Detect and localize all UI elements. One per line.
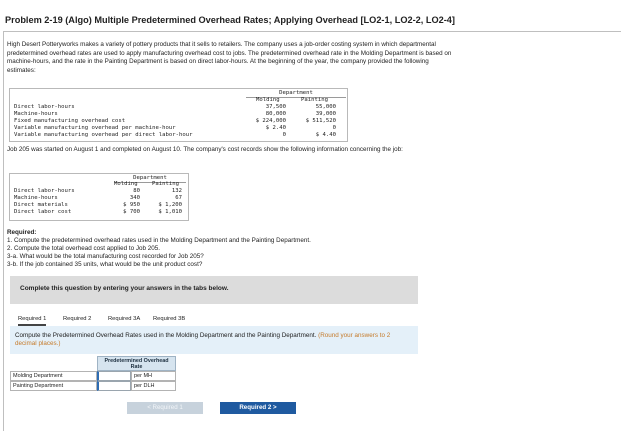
- tab-required-2[interactable]: Required 2: [63, 316, 92, 322]
- estimates-row-painting: $ 4.40: [315, 132, 336, 138]
- answer-table: [10, 356, 176, 394]
- job-row-molding: $ 700: [123, 209, 140, 215]
- problem-intro: High Desert Potteryworks makes a variety of pottery products that it sells to retailers. The company uses a job-order costing system in which departmental predetermined overhead rates are used to apply manufacturing overhead cost to jobs. The predetermined overhead rate in the Molding Department is based on machine-hours, and the rate in the Painting Department is based on direct labor-hours. At the beginning of the year, the company provided the following estimates:: [7, 41, 452, 75]
- title-divider: [3, 31, 621, 32]
- instructions-text: Complete this question by entering your answers in the tabs below.: [20, 285, 229, 292]
- left-border: [3, 31, 4, 431]
- estimates-row-molding: 37,500: [265, 104, 286, 110]
- estimates-group-header: Department: [279, 90, 313, 96]
- required-item: 3-b. If the job contained 35 units, what would be the unit product cost?: [7, 261, 203, 268]
- estimates-col-painting: Painting: [301, 97, 328, 103]
- answer-table-header: Predetermined Overhead Rate: [97, 356, 176, 371]
- required-heading: Required:: [7, 229, 37, 236]
- tab-required-1[interactable]: Required 1: [18, 312, 46, 326]
- estimates-col-molding: Molding: [256, 97, 280, 103]
- job-row-label: Direct labor-hours: [14, 188, 75, 194]
- job-row-label: Direct materials: [14, 202, 68, 208]
- estimates-row-painting: 55,000: [315, 104, 336, 110]
- job-table: [9, 173, 189, 221]
- required-item: 2. Compute the total overhead cost applied to Job 205.: [7, 245, 160, 252]
- instruction-panel: [10, 326, 418, 354]
- problem-title: Problem 2-19 (Algo) Multiple Predetermined Overhead Rates; Applying Overhead [LO2-1, LO2-2, LO2-4]: [5, 15, 455, 25]
- job-row-label: Machine-hours: [14, 195, 58, 201]
- answer-row-unit: per MH: [131, 371, 176, 381]
- estimates-row-label: Fixed manufacturing overhead cost: [14, 118, 126, 124]
- estimates-row-molding: $ 2.40: [265, 125, 286, 131]
- job-col-molding: Molding: [114, 181, 138, 187]
- job-row-molding: 80: [133, 188, 140, 194]
- job-row-painting: 132: [171, 188, 182, 194]
- estimates-table: [9, 88, 348, 142]
- estimates-row-painting: $ 511,520: [305, 118, 336, 124]
- instructions-banner: [10, 276, 418, 304]
- job-row-painting: 67: [175, 195, 182, 201]
- job-row-molding: $ 950: [123, 202, 140, 208]
- job-row-molding: 340: [129, 195, 140, 201]
- estimates-row-label: Machine-hours: [14, 111, 58, 117]
- required-section: [7, 229, 311, 269]
- estimates-row-label: Variable manufacturing overhead per direct labor-hour: [14, 132, 193, 138]
- job-group-header: Department: [133, 175, 167, 181]
- estimates-row-molding: 80,000: [265, 111, 286, 117]
- job-row-painting: $ 1,010: [158, 209, 182, 215]
- estimates-row-molding: 0: [282, 132, 286, 138]
- job-row-label: Direct labor cost: [14, 209, 72, 215]
- instruction-note: (Round your answers to 2 decimal places.): [15, 332, 391, 347]
- previous-tab-button[interactable]: < Required 1: [127, 402, 203, 414]
- instruction-main: Compute the Predetermined Overhead Rates used in the Molding Department and the Painting Department.: [15, 332, 317, 339]
- estimates-row-painting: 0: [332, 125, 336, 131]
- estimates-row-label: Direct labor-hours: [14, 104, 75, 110]
- job-row-painting: $ 1,200: [158, 202, 182, 208]
- job-description: Job 205 was started on August 1 and completed on August 10. The company's cost records show the following information concerning the job:: [7, 146, 403, 153]
- job-col-painting: Painting: [152, 181, 179, 187]
- next-tab-button[interactable]: Required 2 >: [220, 402, 296, 414]
- estimates-row-label: Variable manufacturing overhead per machine-hour: [14, 125, 176, 131]
- answer-row-label: Molding Department: [10, 371, 97, 381]
- instruction-text: [15, 332, 411, 348]
- molding-rate-input[interactable]: [97, 371, 131, 381]
- answer-row-label: Painting Department: [10, 381, 97, 391]
- required-item: 1. Compute the predetermined overhead rates used in the Molding Department and the Painting Department.: [7, 237, 311, 244]
- tab-required-3b[interactable]: Required 3B: [153, 316, 186, 322]
- tab-required-3a[interactable]: Required 3A: [108, 316, 141, 322]
- painting-rate-input[interactable]: [97, 381, 131, 391]
- required-item: 3-a. What would be the total manufacturing cost recorded for Job 205?: [7, 253, 204, 260]
- estimates-row-molding: $ 224,000: [255, 118, 286, 124]
- answer-row-unit: per DLH: [131, 381, 176, 391]
- estimates-row-painting: 39,000: [315, 111, 336, 117]
